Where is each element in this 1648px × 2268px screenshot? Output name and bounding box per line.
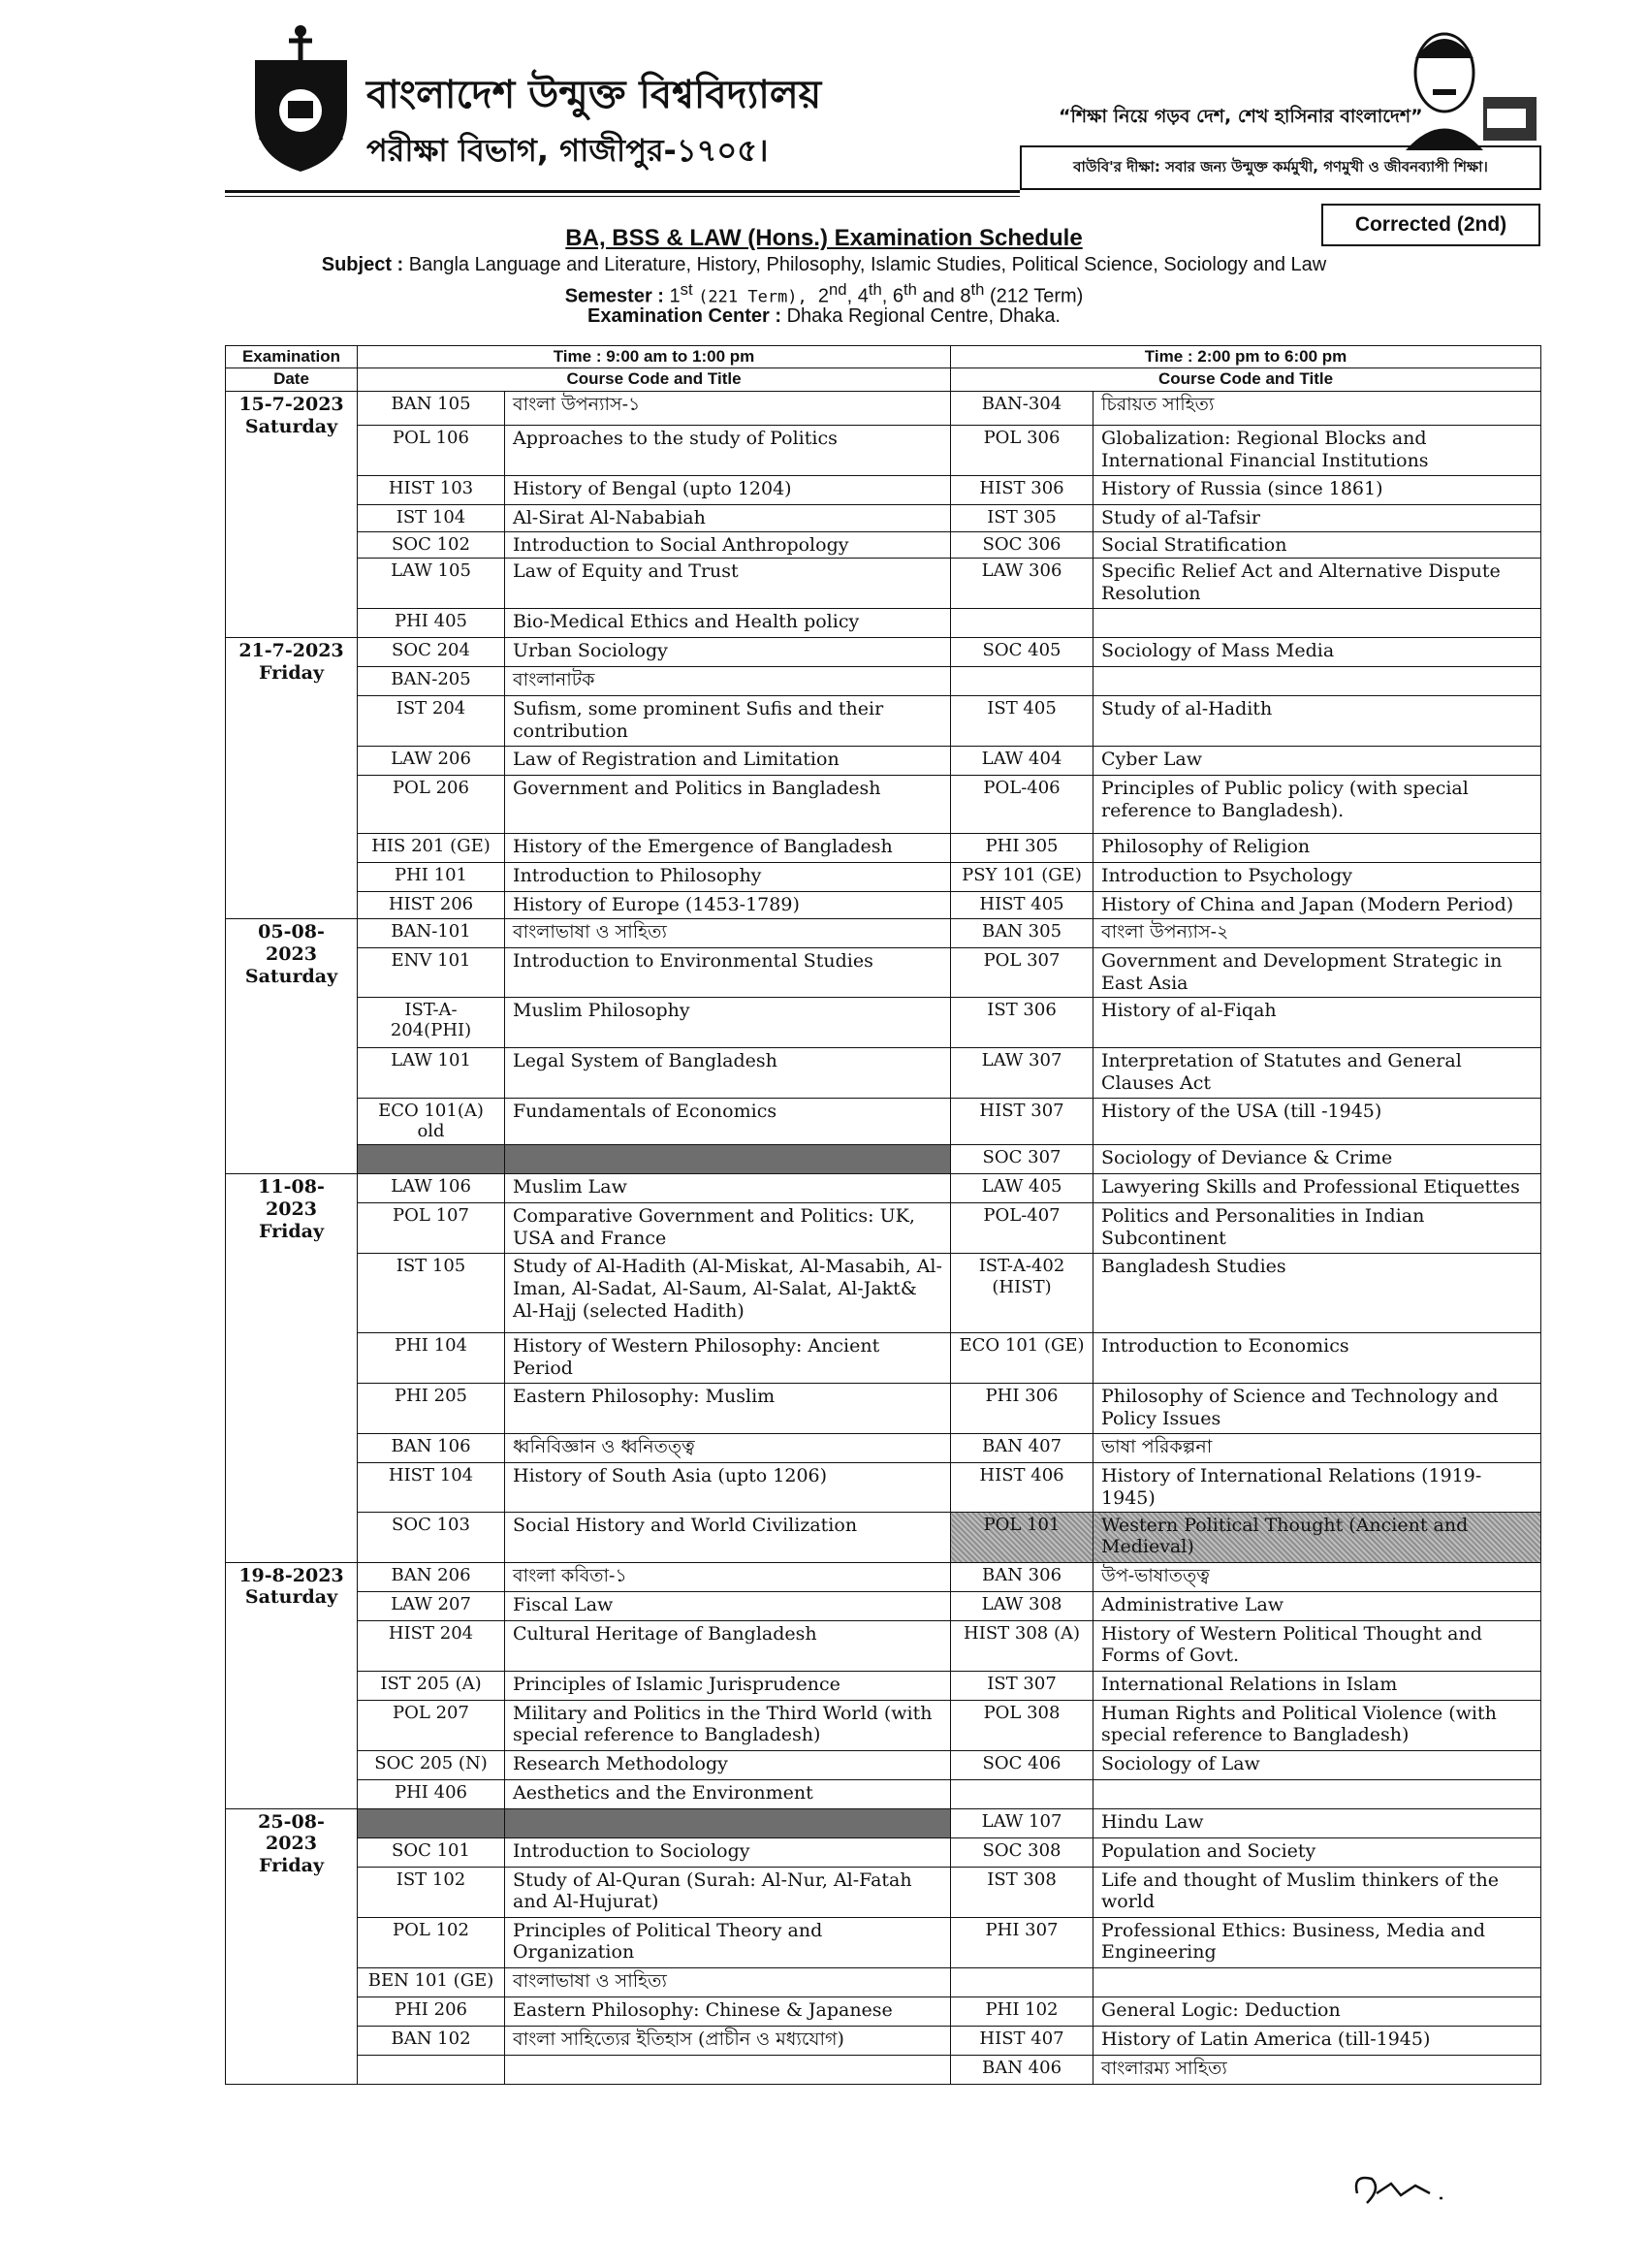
afternoon-course-code: HIST 407 xyxy=(951,2026,1093,2055)
afternoon-course-title: Philosophy of Religion xyxy=(1093,834,1541,863)
exam-center-line xyxy=(0,305,1648,328)
table-row xyxy=(226,1867,1541,1917)
morning-course-code: PHI 101 xyxy=(358,863,505,892)
morning-course-title xyxy=(505,2055,951,2084)
morning-course-code: IST-A-204(PHI) xyxy=(358,997,505,1047)
morning-course-title: Fiscal Law xyxy=(505,1591,951,1620)
semester-line: Semester : 1st (221 Term), 2nd, 4th, 6th and 8th (212 Term) xyxy=(564,280,1084,307)
afternoon-course-code: LAW 307 xyxy=(951,1047,1093,1098)
table-row xyxy=(226,504,1541,531)
afternoon-time-header: Time : 2:00 pm to 6:00 pm xyxy=(951,346,1541,368)
afternoon-course-code: SOC 307 xyxy=(951,1144,1093,1173)
exam-date: 21-7-2023 xyxy=(238,640,344,662)
afternoon-course-code: SOC 406 xyxy=(951,1750,1093,1779)
table-row xyxy=(226,391,1541,425)
afternoon-course-title: বাংলা উপন্যাস-২ xyxy=(1093,919,1541,948)
table-row xyxy=(226,747,1541,776)
afternoon-course-title xyxy=(1093,1779,1541,1808)
table-row xyxy=(226,425,1541,475)
afternoon-course-code: HIST 307 xyxy=(951,1098,1093,1144)
morning-course-title: Sufism, some prominent Sufis and their contribution xyxy=(505,696,951,747)
table-row xyxy=(226,1173,1541,1202)
morning-course-code: LAW 105 xyxy=(358,559,505,609)
morning-course-title: Study of Al-Quran (Surah: Al-Nur, Al-Fatah and Al-Hujurat) xyxy=(505,1867,951,1917)
exam-day: Friday xyxy=(258,1220,325,1242)
morning-course-code: SOC 102 xyxy=(358,531,505,559)
afternoon-course-title: Bangladesh Studies xyxy=(1093,1253,1541,1332)
morning-course-title: Approaches to the study of Politics xyxy=(505,425,951,475)
exam-date: 15-7-2023 xyxy=(238,393,344,415)
exam-date-cell xyxy=(226,919,358,1174)
table-row xyxy=(226,1562,1541,1591)
afternoon-course-title: Study of al-Tafsir xyxy=(1093,504,1541,531)
semester-label: Semester : xyxy=(564,285,664,307)
afternoon-course-code: BAN 305 xyxy=(951,919,1093,948)
morning-course-title: History of the Emergence of Bangladesh xyxy=(505,834,951,863)
exam-day: Saturday xyxy=(244,1586,338,1609)
morning-course-title: Al-Sirat Al-Nababiah xyxy=(505,504,951,531)
exam-date-header-2: Date xyxy=(226,368,358,391)
afternoon-course-title: Principles of Public policy (with special reference to Bangladesh). xyxy=(1093,776,1541,834)
afternoon-course-code: LAW 107 xyxy=(951,1808,1093,1837)
afternoon-course-title: Government and Development Strategic in East Asia xyxy=(1093,948,1541,998)
afternoon-course-title: History of the USA (till -1945) xyxy=(1093,1098,1541,1144)
afternoon-course-code: IST 306 xyxy=(951,997,1093,1047)
morning-course-title: Introduction to Philosophy xyxy=(505,863,951,892)
afternoon-course-code: IST-A-402 (HIST) xyxy=(951,1253,1093,1332)
morning-course-header: Course Code and Title xyxy=(358,368,951,391)
afternoon-course-title: Western Political Thought (Ancient and Medieval) xyxy=(1093,1512,1541,1562)
table-row xyxy=(226,919,1541,948)
afternoon-course-title: General Logic: Deduction xyxy=(1093,1996,1541,2026)
morning-course-title: Research Methodology xyxy=(505,1750,951,1779)
table-row xyxy=(226,1383,1541,1433)
afternoon-course-title: Sociology of Law xyxy=(1093,1750,1541,1779)
afternoon-course-code: IST 307 xyxy=(951,1671,1093,1700)
morning-course-code: ENV 101 xyxy=(358,948,505,998)
table-row xyxy=(226,863,1541,892)
table-row xyxy=(226,1750,1541,1779)
table-row xyxy=(226,1996,1541,2026)
table-row xyxy=(226,1967,1541,1996)
morning-course-title: Urban Sociology xyxy=(505,638,951,667)
afternoon-course-title: Human Rights and Political Violence (with special reference to Bangladesh) xyxy=(1093,1700,1541,1750)
afternoon-course-code: POL 308 xyxy=(951,1700,1093,1750)
subject-label: Subject : xyxy=(321,254,404,275)
morning-course-title: Comparative Government and Politics: UK, USA and France xyxy=(505,1202,951,1253)
afternoon-course-title: Population and Society xyxy=(1093,1837,1541,1867)
morning-course-code: BAN 106 xyxy=(358,1433,505,1462)
morning-course-code: BAN-101 xyxy=(358,919,505,948)
afternoon-course-code: HIST 405 xyxy=(951,892,1093,919)
afternoon-course-title xyxy=(1093,1967,1541,1996)
afternoon-course-code: IST 308 xyxy=(951,1867,1093,1917)
table-row xyxy=(226,1837,1541,1867)
subject-line xyxy=(0,254,1648,276)
table-row xyxy=(226,1700,1541,1750)
afternoon-course-title xyxy=(1093,667,1541,696)
table-row xyxy=(226,531,1541,559)
afternoon-course-code: SOC 308 xyxy=(951,1837,1093,1867)
morning-course-title: History of South Asia (upto 1206) xyxy=(505,1462,951,1512)
morning-course-code: SOC 204 xyxy=(358,638,505,667)
table-row xyxy=(226,948,1541,998)
table-row xyxy=(226,1433,1541,1462)
morning-course-code: SOC 205 (N) xyxy=(358,1750,505,1779)
afternoon-course-code: ECO 101 (GE) xyxy=(951,1332,1093,1383)
morning-course-code: BAN 105 xyxy=(358,391,505,425)
morning-course-title: History of Bengal (upto 1204) xyxy=(505,475,951,504)
center-label: Examination Center : xyxy=(587,305,782,327)
portrait-image xyxy=(1386,19,1541,150)
morning-course-code: LAW 106 xyxy=(358,1173,505,1202)
morning-course-title: Military and Politics in the Third World (with special reference to Bangladesh) xyxy=(505,1700,951,1750)
afternoon-course-code: POL 101 xyxy=(951,1512,1093,1562)
exam-date: 19-8-2023 xyxy=(238,1564,344,1586)
table-row xyxy=(226,1620,1541,1671)
university-name: বাংলাদেশ উন্মুক্ত বিশ্ববিদ্যালয় xyxy=(366,73,822,117)
morning-course-code: BAN 102 xyxy=(358,2026,505,2055)
table-row xyxy=(226,1332,1541,1383)
afternoon-course-title: Social Stratification xyxy=(1093,531,1541,559)
morning-course-code: IST 105 xyxy=(358,1253,505,1332)
morning-course-title: বাংলাভাষা ও সাহিত্য xyxy=(505,919,951,948)
morning-course-title: Eastern Philosophy: Muslim xyxy=(505,1383,951,1433)
morning-course-title: Cultural Heritage of Bangladesh xyxy=(505,1620,951,1671)
morning-course-code: POL 102 xyxy=(358,1917,505,1967)
afternoon-course-code: PHI 307 xyxy=(951,1917,1093,1967)
table-row xyxy=(226,776,1541,834)
schedule-title: BA, BSS & LAW (Hons.) Examination Schedule xyxy=(565,225,1083,251)
morning-course-title: Government and Politics in Bangladesh xyxy=(505,776,951,834)
morning-course-code: LAW 101 xyxy=(358,1047,505,1098)
morning-course-title: বাংলানাটক xyxy=(505,667,951,696)
afternoon-course-title: History of Western Political Thought and Forms of Govt. xyxy=(1093,1620,1541,1671)
exam-date-cell xyxy=(226,391,358,638)
morning-course-code: BAN 206 xyxy=(358,1562,505,1591)
morning-course-code: HIST 204 xyxy=(358,1620,505,1671)
morning-course-code: POL 206 xyxy=(358,776,505,834)
morning-course-title: Law of Equity and Trust xyxy=(505,559,951,609)
morning-course-title: Eastern Philosophy: Chinese & Japanese xyxy=(505,1996,951,2026)
morning-course-title: History of Europe (1453-1789) xyxy=(505,892,951,919)
table-row xyxy=(226,638,1541,667)
morning-course-code: PHI 104 xyxy=(358,1332,505,1383)
table-row xyxy=(226,1098,1541,1144)
afternoon-course-code: SOC 306 xyxy=(951,531,1093,559)
afternoon-course-code: SOC 405 xyxy=(951,638,1093,667)
morning-time-header: Time : 9:00 am to 1:00 pm xyxy=(358,346,951,368)
table-row xyxy=(226,609,1541,638)
table-row xyxy=(226,1808,1541,1837)
afternoon-course-code: BAN 406 xyxy=(951,2055,1093,2084)
morning-course-title xyxy=(505,1144,951,1173)
afternoon-course-title: উপ-ভাষাতত্ত্ব xyxy=(1093,1562,1541,1591)
exam-date-header: Examination xyxy=(226,346,358,368)
afternoon-course-code: HIST 406 xyxy=(951,1462,1093,1512)
exam-date: 11-08-2023 xyxy=(258,1175,325,1220)
morning-course-code: LAW 207 xyxy=(358,1591,505,1620)
table-row xyxy=(226,1462,1541,1512)
afternoon-course-code: LAW 308 xyxy=(951,1591,1093,1620)
table-row xyxy=(226,2026,1541,2055)
afternoon-course-title: Cyber Law xyxy=(1093,747,1541,776)
table-row xyxy=(226,1144,1541,1173)
morning-course-title: Fundamentals of Economics xyxy=(505,1098,951,1144)
afternoon-course-title: Professional Ethics: Business, Media and Engineering xyxy=(1093,1917,1541,1967)
morning-course-title: Social History and World Civilization xyxy=(505,1512,951,1562)
afternoon-course-code: BAN 407 xyxy=(951,1433,1093,1462)
afternoon-course-header: Course Code and Title xyxy=(951,368,1541,391)
afternoon-course-title: International Relations in Islam xyxy=(1093,1671,1541,1700)
afternoon-course-title: Introduction to Psychology xyxy=(1093,863,1541,892)
exam-date: 25-08-2023 xyxy=(258,1810,325,1855)
table-row xyxy=(226,892,1541,919)
table-row xyxy=(226,667,1541,696)
afternoon-course-code: POL-406 xyxy=(951,776,1093,834)
table-row xyxy=(226,1512,1541,1562)
morning-course-code: IST 205 (A) xyxy=(358,1671,505,1700)
morning-course-title: ধ্বনিবিজ্ঞান ও ধ্বনিতত্ত্ব xyxy=(505,1433,951,1462)
afternoon-course-code: HIST 308 (A) xyxy=(951,1620,1093,1671)
slogan: “শিক্ষা নিয়ে গড়ব দেশ, শেখ হাসিনার বাংলাদেশ” xyxy=(1059,106,1423,127)
exam-day: Friday xyxy=(258,1855,325,1877)
afternoon-course-title: Administrative Law xyxy=(1093,1591,1541,1620)
morning-course-title: Principles of Islamic Jurisprudence xyxy=(505,1671,951,1700)
morning-course-title: Legal System of Bangladesh xyxy=(505,1047,951,1098)
header-divider xyxy=(225,190,1020,193)
afternoon-course-title: Specific Relief Act and Alternative Dispute Resolution xyxy=(1093,559,1541,609)
morning-course-title: বাংলা সাহিত্যের ইতিহাস (প্রাচীন ও মধ্যযোগ) xyxy=(505,2026,951,2055)
table-row xyxy=(226,834,1541,863)
morning-course-code: LAW 206 xyxy=(358,747,505,776)
table-row xyxy=(226,1047,1541,1098)
afternoon-course-title: চিরায়ত সাহিত্য xyxy=(1093,391,1541,425)
morning-course-code: POL 106 xyxy=(358,425,505,475)
afternoon-course-code: LAW 405 xyxy=(951,1173,1093,1202)
afternoon-course-code: BAN 306 xyxy=(951,1562,1093,1591)
table-row xyxy=(226,997,1541,1047)
afternoon-course-title: History of al-Fiqah xyxy=(1093,997,1541,1047)
afternoon-course-title xyxy=(1093,609,1541,638)
exam-schedule-table xyxy=(225,345,1541,2085)
morning-course-code: BEN 101 (GE) xyxy=(358,1967,505,1996)
afternoon-course-code: PHI 306 xyxy=(951,1383,1093,1433)
morning-course-title: Muslim Philosophy xyxy=(505,997,951,1047)
morning-course-title: Study of Al-Hadith (Al-Miskat, Al-Masabih, Al-Iman, Al-Sadat, Al-Saum, Al-Salat, Al-Jakt& Al-Hajj (selected Hadith) xyxy=(505,1253,951,1332)
afternoon-course-title: History of China and Japan (Modern Period) xyxy=(1093,892,1541,919)
afternoon-course-title: History of Latin America (till-1945) xyxy=(1093,2026,1541,2055)
table-row xyxy=(226,1253,1541,1332)
afternoon-course-code: PHI 102 xyxy=(951,1996,1093,2026)
morning-course-code xyxy=(358,1808,505,1837)
afternoon-course-title: Globalization: Regional Blocks and International Financial Institutions xyxy=(1093,425,1541,475)
motto-box: বাউবি'র দীক্ষা: সবার জন্য উন্মুক্ত কর্মমুখী, গণমুখী ও জীবনব্যাপী শিক্ষা। xyxy=(1020,145,1541,190)
afternoon-course-code: LAW 404 xyxy=(951,747,1093,776)
corrected-badge: Corrected (2nd) xyxy=(1321,204,1540,246)
exam-date-cell xyxy=(226,1173,358,1562)
afternoon-course-title: Study of al-Hadith xyxy=(1093,696,1541,747)
morning-course-title xyxy=(505,1808,951,1837)
table-row xyxy=(226,475,1541,504)
morning-course-code: SOC 101 xyxy=(358,1837,505,1867)
morning-course-code: IST 104 xyxy=(358,504,505,531)
morning-course-code: SOC 103 xyxy=(358,1512,505,1562)
morning-course-code: POL 207 xyxy=(358,1700,505,1750)
afternoon-course-title: Lawyering Skills and Professional Etiquettes xyxy=(1093,1173,1541,1202)
afternoon-course-title: History of Russia (since 1861) xyxy=(1093,475,1541,504)
morning-course-title: Law of Registration and Limitation xyxy=(505,747,951,776)
morning-course-code: HIST 104 xyxy=(358,1462,505,1512)
morning-course-title: Introduction to Environmental Studies xyxy=(505,948,951,998)
morning-course-title: Muslim Law xyxy=(505,1173,951,1202)
table-row xyxy=(226,1591,1541,1620)
morning-course-title: বাংলা উপন্যাস-১ xyxy=(505,391,951,425)
afternoon-course-code: IST 305 xyxy=(951,504,1093,531)
afternoon-course-code: POL 307 xyxy=(951,948,1093,998)
subject-text: Bangla Language and Literature, History, Philosophy, Islamic Studies, Political Science, Sociology and Law xyxy=(408,254,1327,275)
afternoon-course-title: Politics and Personalities in Indian Subcontinent xyxy=(1093,1202,1541,1253)
morning-course-title: History of Western Philosophy: Ancient Period xyxy=(505,1332,951,1383)
table-row xyxy=(226,2055,1541,2084)
exam-day: Saturday xyxy=(244,965,338,987)
morning-course-code: PHI 205 xyxy=(358,1383,505,1433)
morning-course-code: PHI 206 xyxy=(358,1996,505,2026)
center-text: Dhaka Regional Centre, Dhaka. xyxy=(786,305,1061,327)
afternoon-course-title: ভাষা পরিকল্পনা xyxy=(1093,1433,1541,1462)
exam-date-cell xyxy=(226,1562,358,1808)
morning-course-title: Introduction to Sociology xyxy=(505,1837,951,1867)
morning-course-code: IST 102 xyxy=(358,1867,505,1917)
table-row xyxy=(226,1671,1541,1700)
afternoon-course-title: বাংলারম্য সাহিত্য xyxy=(1093,2055,1541,2084)
afternoon-course-title: Introduction to Economics xyxy=(1093,1332,1541,1383)
morning-course-code: ECO 101(A) old xyxy=(358,1098,505,1144)
morning-course-code: BAN-205 xyxy=(358,667,505,696)
afternoon-course-code: IST 405 xyxy=(951,696,1093,747)
morning-course-code xyxy=(358,2055,505,2084)
afternoon-course-title: Interpretation of Statutes and General Clauses Act xyxy=(1093,1047,1541,1098)
morning-course-title: Introduction to Social Anthropology xyxy=(505,531,951,559)
afternoon-course-code: PSY 101 (GE) xyxy=(951,863,1093,892)
morning-course-title: Principles of Political Theory and Organization xyxy=(505,1917,951,1967)
afternoon-course-title: Hindu Law xyxy=(1093,1808,1541,1837)
morning-course-code: POL 107 xyxy=(358,1202,505,1253)
morning-course-code: HIS 201 (GE) xyxy=(358,834,505,863)
afternoon-course-code xyxy=(951,1967,1093,1996)
morning-course-code: PHI 406 xyxy=(358,1779,505,1808)
afternoon-course-code xyxy=(951,1779,1093,1808)
morning-course-code: HIST 103 xyxy=(358,475,505,504)
header-divider-thin xyxy=(225,196,1020,197)
afternoon-course-title: Sociology of Mass Media xyxy=(1093,638,1541,667)
afternoon-course-code: BAN-304 xyxy=(951,391,1093,425)
exam-date-cell xyxy=(226,1808,358,2084)
morning-course-title: Aesthetics and the Environment xyxy=(505,1779,951,1808)
exam-day: Friday xyxy=(258,662,325,685)
morning-course-title: বাংলাভাষা ও সাহিত্য xyxy=(505,1967,951,1996)
exam-date-cell xyxy=(226,638,358,919)
afternoon-course-code: HIST 306 xyxy=(951,475,1093,504)
morning-course-title: বাংলা কবিতা-১ xyxy=(505,1562,951,1591)
afternoon-course-code: LAW 306 xyxy=(951,559,1093,609)
table-row xyxy=(226,559,1541,609)
morning-course-title: Bio-Medical Ethics and Health policy xyxy=(505,609,951,638)
exam-day: Saturday xyxy=(244,415,338,437)
afternoon-course-code: POL-407 xyxy=(951,1202,1093,1253)
table-row xyxy=(226,1202,1541,1253)
morning-course-code: PHI 405 xyxy=(358,609,505,638)
afternoon-course-code xyxy=(951,609,1093,638)
signature xyxy=(1347,2164,1454,2213)
exam-date: 05-08-2023 xyxy=(258,921,325,965)
afternoon-course-code: POL 306 xyxy=(951,425,1093,475)
afternoon-course-code xyxy=(951,667,1093,696)
department-name: পরীক্ষা বিভাগ, গাজীপুর-১৭০৫। xyxy=(366,132,769,169)
afternoon-course-code: PHI 305 xyxy=(951,834,1093,863)
afternoon-course-title: Life and thought of Muslim thinkers of the world xyxy=(1093,1867,1541,1917)
morning-course-code xyxy=(358,1144,505,1173)
afternoon-course-title: Sociology of Deviance & Crime xyxy=(1093,1144,1541,1173)
afternoon-course-title: History of International Relations (1919-1945) xyxy=(1093,1462,1541,1512)
university-logo xyxy=(245,21,357,176)
morning-course-code: IST 204 xyxy=(358,696,505,747)
table-row xyxy=(226,1917,1541,1967)
table-row xyxy=(226,696,1541,747)
morning-course-code: HIST 206 xyxy=(358,892,505,919)
table-row xyxy=(226,1779,1541,1808)
afternoon-course-title: Philosophy of Science and Technology and Policy Issues xyxy=(1093,1383,1541,1433)
